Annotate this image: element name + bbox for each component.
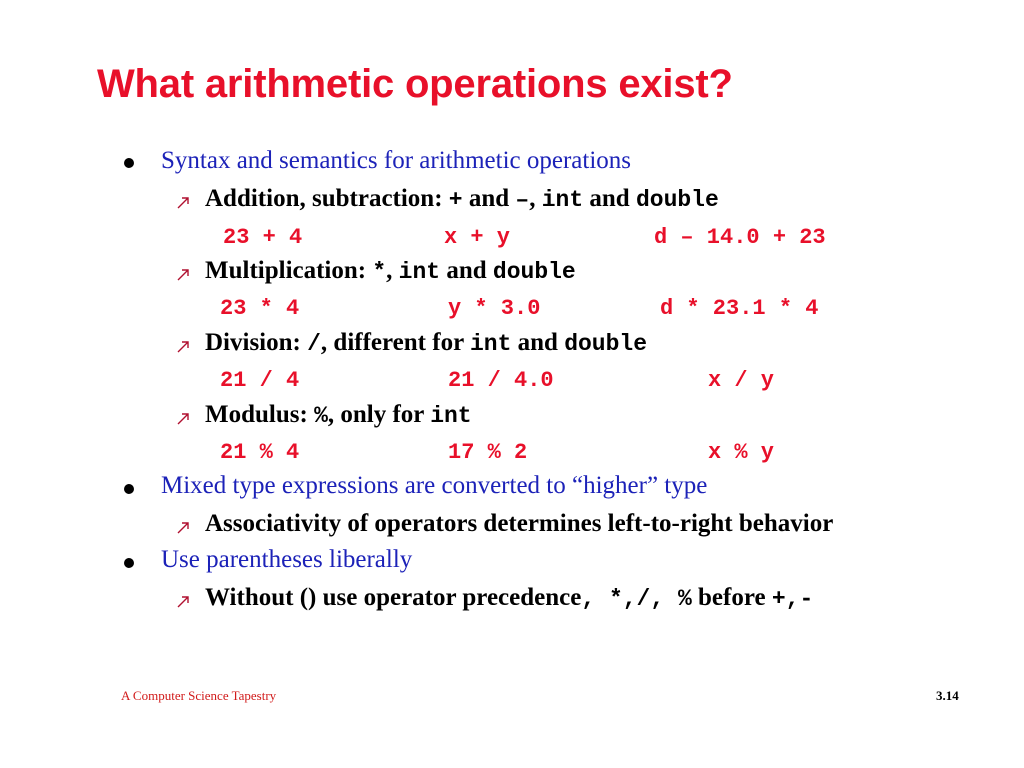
type-int: int <box>398 259 441 285</box>
sub-text: Multiplication: <box>205 257 373 284</box>
code-example: x + y <box>444 225 511 250</box>
bullet-dot-icon <box>124 484 134 494</box>
arrow-bullet-icon <box>176 412 190 426</box>
sub-text: and <box>440 257 493 284</box>
code-example: d * 23.1 * 4 <box>660 296 819 321</box>
bullet-parentheses: Use parentheses liberally <box>161 546 413 573</box>
sub-text: Associativity of operators determines left-to-right behavior <box>205 510 834 537</box>
arrow-bullet-icon <box>176 340 190 354</box>
code-example: x % y <box>708 440 775 465</box>
sub-division <box>205 329 647 357</box>
code-example: d – 14.0 + 23 <box>654 225 826 250</box>
arrow-bullet-icon <box>176 268 190 282</box>
slide-number: 3.14 <box>936 688 959 703</box>
bullet-dot-icon <box>124 558 134 568</box>
sub-text: , <box>386 257 399 284</box>
type-int: int <box>541 187 584 213</box>
sub-text: Without () use operator precedence <box>205 584 582 611</box>
type-int: int <box>469 331 512 357</box>
operator-divide: / <box>307 331 321 357</box>
code-example: 17 % 2 <box>448 440 528 465</box>
type-double: double <box>635 187 719 213</box>
code-example: x / y <box>708 368 775 393</box>
sub-modulus <box>205 401 472 429</box>
operator-list: +,- <box>771 586 814 612</box>
type-double: double <box>492 259 576 285</box>
operator-list: , *,/, % <box>581 586 692 612</box>
type-int: int <box>430 403 472 429</box>
sub-associativity <box>205 510 833 538</box>
operator-times: * <box>372 259 387 285</box>
sub-text: Division: <box>205 329 308 356</box>
operator-plus: + <box>448 187 463 213</box>
arrow-bullet-icon <box>176 196 190 210</box>
code-example: y * 3.0 <box>448 296 541 321</box>
sub-precedence <box>205 584 813 612</box>
sub-text: , <box>529 185 542 212</box>
sub-text: Addition, subtraction: <box>205 185 449 212</box>
bullet-dot-icon <box>124 158 134 168</box>
arrow-bullet-icon <box>176 595 190 609</box>
type-double: double <box>564 331 648 357</box>
operator-minus: – <box>515 187 530 213</box>
sub-text: and <box>583 185 636 212</box>
slide-title: What arithmetic operations exist? <box>97 62 733 106</box>
arrow-bullet-icon <box>176 521 190 535</box>
sub-text: before <box>691 584 772 611</box>
sub-text: and <box>511 329 565 356</box>
code-example: 23 * 4 <box>220 296 300 321</box>
bullet-syntax-semantics: Syntax and semantics for arithmetic operations <box>161 147 632 174</box>
operator-modulus: % <box>314 403 328 429</box>
bullet-mixed-types: Mixed type expressions are converted to “higher” type <box>161 472 708 499</box>
code-example: 21 % 4 <box>220 440 300 465</box>
footer-book-title: A Computer Science Tapestry <box>121 688 277 703</box>
sub-addition <box>205 185 719 213</box>
sub-text: Modulus: <box>205 401 315 428</box>
code-example: 21 / 4.0 <box>448 368 554 393</box>
sub-text: , different for <box>320 329 470 356</box>
sub-multiplication <box>205 257 576 285</box>
sub-text: and <box>462 185 516 212</box>
sub-text: , only for <box>327 401 431 428</box>
code-example: 23 + 4 <box>223 225 303 250</box>
code-example: 21 / 4 <box>220 368 300 393</box>
